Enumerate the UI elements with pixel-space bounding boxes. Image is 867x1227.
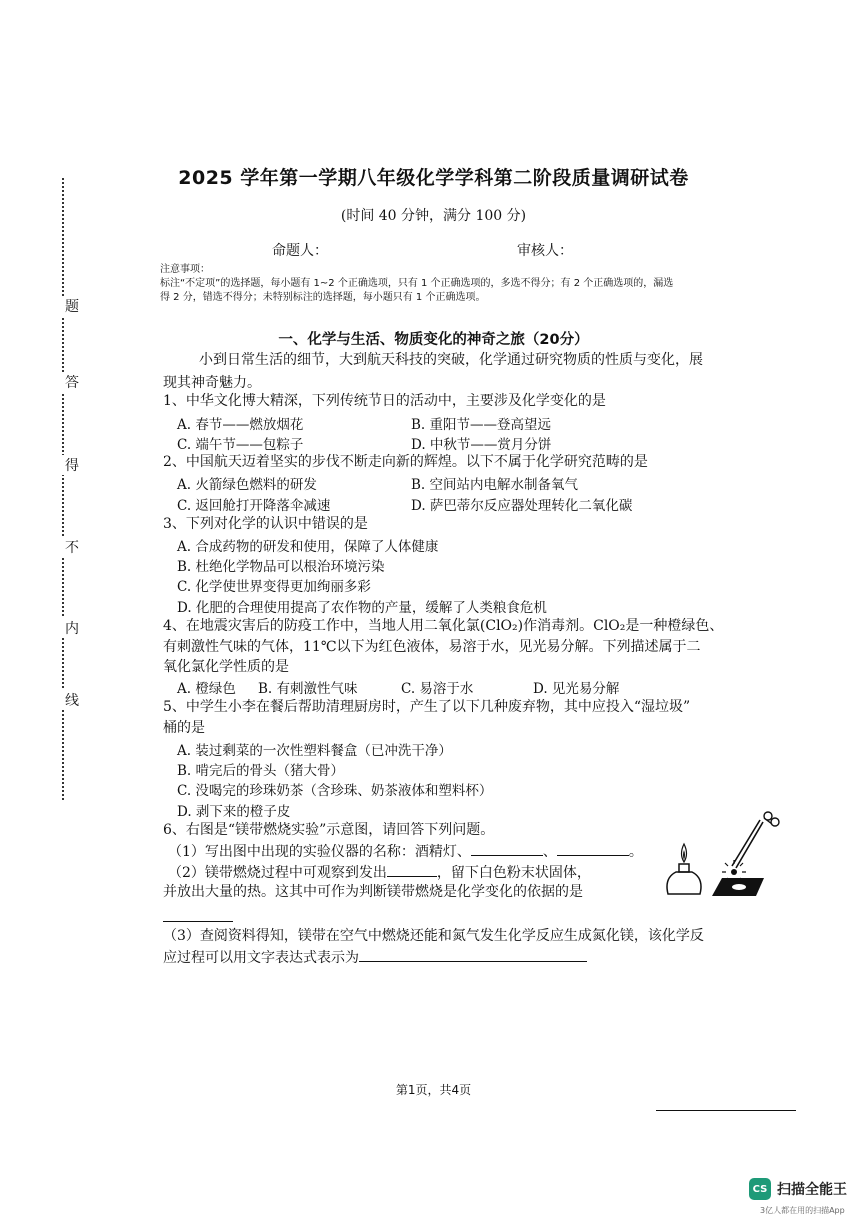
q6-part-3-line-1: （3）查阅资料得知，镁带在空气中燃烧还能和氮气发生化学反应生成氮化镁，该化学反 — [163, 928, 704, 944]
reviewer-label: 审核人： — [517, 243, 573, 259]
q4-option-c: C. 易溶于水 — [401, 681, 474, 697]
q6-part-1-separator: 、 — [542, 844, 557, 860]
margin-char: 内 — [62, 618, 82, 638]
q3-option-d: D. 化肥的合理使用提高了农作物的产量，缓解了人类粮食危机 — [177, 600, 547, 616]
q6-part-1-end: 。 — [628, 844, 643, 860]
notice-heading: 注意事项： — [160, 264, 210, 275]
margin-char: 不 — [62, 537, 82, 557]
watermark-app-name: 扫描全能王 — [777, 1182, 847, 1198]
q6-part-3-line-2 — [163, 947, 587, 968]
q4-option-d: D. 见光易分解 — [533, 681, 620, 697]
q6-part-2 — [168, 862, 591, 883]
watermark-tagline: 3亿人都在用的扫描App — [760, 1206, 845, 1215]
q2-option-b: B. 空间站内电解水制备氧气 — [411, 477, 579, 493]
q2-option-d: D. 萨巴蒂尔反应器处理转化二氧化碳 — [411, 498, 633, 514]
q6-part-3-text: 应过程可以用文字表达式表示为 — [163, 950, 359, 966]
score-line — [656, 1110, 796, 1111]
q6-stem: 6、右图是“镁带燃烧实验”示意图，请回答下列问题。 — [163, 822, 495, 838]
q4-option-a: A. 橙绿色 — [177, 681, 236, 697]
camscanner-logo-icon: CS — [749, 1178, 771, 1200]
q2-option-c: C. 返回舱打开降落伞减速 — [177, 498, 331, 514]
magnesium-burning-figure — [660, 808, 800, 898]
crucible-tongs-icon — [732, 812, 779, 868]
q6-part-1-text: （1）写出图中出现的实验仪器的名称：酒精灯、 — [168, 844, 471, 860]
exam-title: 2025 学年第一学期八年级化学学科第二阶段质量调研试卷 — [178, 167, 689, 189]
alcohol-lamp-icon — [667, 844, 701, 894]
q5-option-c: C. 没喝完的珍珠奶茶（含珍珠、奶茶液体和塑料杯） — [177, 783, 493, 799]
q4-line-2: 有刺激性气味的气体，11℃以下为红色液体，易溶于水，见光易分解。下列描述属于二 — [163, 639, 701, 655]
q1-option-b: B. 重阳节——登高望远 — [411, 417, 552, 433]
q6-part-2-text-b: ，留下白色粉末状固体， — [436, 865, 591, 881]
q6-part-2-line-2: 并放出大量的热。这其中可作为判断镁带燃烧是化学变化的依据的是 — [163, 884, 583, 900]
q5-line-2: 桶的是 — [163, 720, 205, 736]
q1-option-c: C. 端午节——包粽子 — [177, 437, 304, 453]
q5-line-1: 5、中学生小李在餐后帮助清理厨房时，产生了以下几种废弃物，其中应投入“湿垃圾” — [163, 699, 691, 715]
answer-blank[interactable] — [557, 841, 629, 856]
exam-subtitle: (时间 40 分钟，满分 100 分) — [340, 208, 527, 224]
margin-char: 题 — [62, 296, 82, 316]
section-heading: 一、化学与生活、物质变化的神奇之旅（20分） — [278, 332, 589, 348]
q3-option-b: B. 杜绝化学物品可以根治环境污染 — [177, 559, 385, 575]
q5-option-d: D. 剥下来的橙子皮 — [177, 804, 291, 820]
q4-option-b: B. 有刺激性气味 — [258, 681, 358, 697]
notice-line-1: 标注“不定项”的选择题，每小题有 1~2 个正确选项，只有 1 个正确选项的，多选不得分；有 2 个正确选项的，漏选 — [160, 278, 674, 289]
answer-blank[interactable] — [387, 862, 437, 877]
margin-char: 线 — [62, 690, 82, 710]
section-intro-line-2: 现其神奇魅力。 — [163, 375, 261, 391]
q5-option-a: A. 装过剩菜的一次性塑料餐盒（已冲洗干净） — [177, 743, 452, 759]
setter-label: 命题人： — [272, 243, 328, 259]
q2-option-a: A. 火箭绿色燃料的研发 — [177, 477, 317, 493]
q3-stem: 3、下列对化学的认识中错误的是 — [163, 516, 368, 532]
page-number: 第1页，共4页 — [395, 1083, 472, 1097]
margin-char: 答 — [62, 372, 82, 392]
asbestos-mat-icon — [712, 878, 764, 896]
notice-line-2: 得 2 分，错选不得分；未特别标注的选择题，每小题只有 1 个正确选项。 — [160, 292, 486, 303]
q3-option-a: A. 合成药物的研发和使用，保障了人体健康 — [177, 539, 439, 555]
answer-blank[interactable] — [359, 947, 587, 962]
q5-option-b: B. 啃完后的骨头（猪大骨） — [177, 763, 345, 779]
q1-option-a: A. 春节——燃放烟花 — [177, 417, 304, 433]
q4-line-3: 氧化氯化学性质的是 — [163, 659, 289, 675]
q6-part-2-text: （2）镁带燃烧过程中可观察到发出 — [168, 865, 387, 881]
q6-part-1 — [168, 841, 643, 862]
section-intro-line-1: 小到日常生活的细节，大到航天科技的突破，化学通过研究物质的性质与变化，展 — [199, 352, 703, 368]
answer-line[interactable] — [163, 921, 233, 922]
q1-stem: 1、中华文化博大精深，下列传统节日的活动中，主要涉及化学变化的是 — [163, 393, 606, 409]
q4-line-1: 4、在地震灾害后的防疫工作中，当地人用二氧化氯(ClO₂)作消毒剂。ClO₂是一种橙绿色、 — [163, 618, 724, 634]
margin-char: 得 — [62, 455, 82, 475]
q1-option-d: D. 中秋节——赏月分饼 — [411, 437, 552, 453]
answer-blank[interactable] — [471, 841, 543, 856]
burning-spark-icon — [722, 860, 746, 881]
q3-option-c: C. 化学使世界变得更加绚丽多彩 — [177, 579, 371, 595]
scanner-watermark — [749, 1178, 847, 1200]
q2-stem: 2、中国航天迈着坚实的步伐不断走向新的辉煌。以下不属于化学研究范畴的是 — [163, 454, 648, 470]
